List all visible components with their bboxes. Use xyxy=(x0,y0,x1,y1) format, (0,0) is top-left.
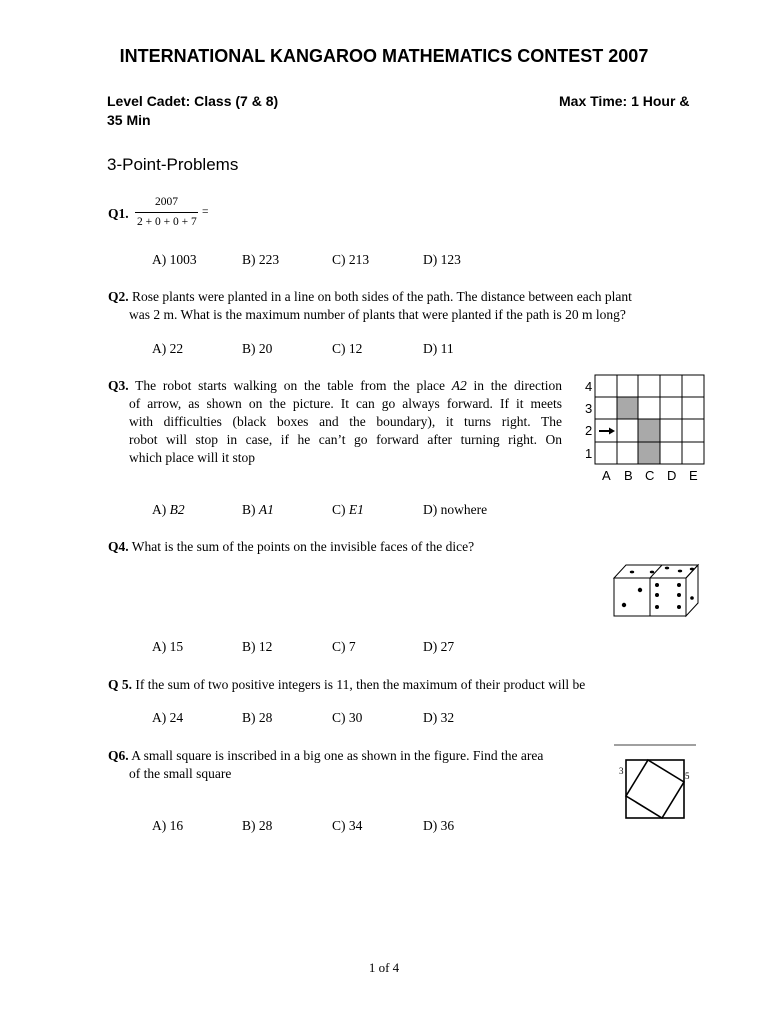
q2-answer-d: D) 11 xyxy=(423,341,454,356)
q3-line2: of arrow, as shown on the picture. It can go always forward. If it meets xyxy=(129,396,562,411)
q4-question: What is the sum of the points on the invisible faces of the dice? xyxy=(131,539,475,554)
q3-answer-a: A) B2 xyxy=(152,502,185,517)
q4-answer-b: B) 12 xyxy=(242,639,273,654)
equals-sign: = xyxy=(202,206,209,218)
q1-answer-d: D) 123 xyxy=(423,252,461,267)
q3-line3: with difficulties (black boxes and the boundary), it turns right. The xyxy=(129,414,562,429)
q2-text xyxy=(108,288,718,324)
q5-question: If the sum of two positive integers is 11, then the maximum of their product will be xyxy=(135,677,586,692)
row-label-3: 3 xyxy=(585,401,593,416)
q2-answer-a: A) 22 xyxy=(152,341,184,356)
row-label-4: 4 xyxy=(585,379,593,394)
q3-number: Q3. xyxy=(108,378,129,393)
q2-line1: Rose plants were planted in a line on both sides of the path. The distance between each plant xyxy=(132,289,632,304)
dice-pips xyxy=(622,567,694,609)
q1-numerator: 2007 xyxy=(155,196,178,208)
col-label-c: C xyxy=(645,468,655,483)
small-square xyxy=(626,760,684,818)
q2-answer-b: B) 20 xyxy=(242,341,273,356)
fraction-bar xyxy=(135,212,198,213)
q6-line1: A small square is inscribed in a big one as shown in the figure. Find the area xyxy=(131,748,544,763)
q3-text: Q3. The robot starts walking on the table from the place A2 in the direction of arrow, as shown on the picture. It can go always forward. If it meets with difficulties (black boxes and the boundary), it turns right. The robot will stop in case, if he can’t go forward after turning right. On which place will it stop xyxy=(108,378,562,465)
q6-line2: of the small square xyxy=(129,766,232,781)
row-label-1: 1 xyxy=(585,446,593,461)
q3-answer-d: D) nowhere xyxy=(423,502,488,517)
q3-answer-b: B) A1 xyxy=(242,502,274,517)
q2-line2: was 2 m. What is the maximum number of plants that were planted if the path is 20 m long? xyxy=(129,307,626,322)
q6-text xyxy=(108,747,598,783)
q1-denominator: 2 + 0 + 0 + 7 xyxy=(137,216,197,228)
q1-answer-b: B) 223 xyxy=(242,252,280,267)
page-number: 1 of 4 xyxy=(368,960,400,975)
shaded-cell-b3 xyxy=(617,397,638,419)
inscribed-square-figure xyxy=(612,740,698,822)
robot-grid-figure xyxy=(580,372,710,486)
q2-answer-c: C) 12 xyxy=(332,341,363,356)
q4-text xyxy=(108,538,474,556)
col-label-e: E xyxy=(689,468,698,483)
q5-answer-b: B) 28 xyxy=(242,710,273,725)
dice-side-face xyxy=(686,565,698,616)
row-label-2: 2 xyxy=(585,423,593,438)
q3-answer-c: C) E1 xyxy=(332,502,364,517)
q6-answer-c: C) 34 xyxy=(332,818,363,833)
col-label-a: A xyxy=(602,468,611,483)
q6-number: Q6. xyxy=(108,748,129,763)
q1-answer-c: C) 213 xyxy=(332,252,370,267)
q1-answer-a: A) 1003 xyxy=(152,252,197,267)
q6-answer-b: B) 28 xyxy=(242,818,273,833)
die-right-front xyxy=(650,578,686,616)
q5-answer-d: D) 32 xyxy=(423,710,455,725)
q1-number: Q1. xyxy=(108,206,129,221)
col-label-d: D xyxy=(667,468,677,483)
big-square xyxy=(626,760,684,818)
contest-title: INTERNATIONAL KANGAROO MATHEMATICS CONTEST 2007 xyxy=(119,46,649,66)
q6-answer-a: A) 16 xyxy=(152,818,184,833)
col-label-b: B xyxy=(624,468,633,483)
q4-number: Q4. xyxy=(108,539,129,554)
q5-number: Q 5. xyxy=(108,677,133,692)
level-label: Level Cadet: Class (7 & 8) xyxy=(107,93,279,109)
q3-line4: robot will stop in case, if he can’t go forward after turning right. On xyxy=(129,432,562,447)
q4-answer-a: A) 15 xyxy=(152,639,184,654)
arrow-icon xyxy=(599,428,615,435)
q4-answer-c: C) 7 xyxy=(332,639,356,654)
q2-number: Q2. xyxy=(108,289,129,304)
dice-figure xyxy=(612,563,702,619)
q3-line5: which place will it stop xyxy=(129,450,255,465)
q5-answer-c: C) 30 xyxy=(332,710,363,725)
q4-answer-d: D) 27 xyxy=(423,639,455,654)
die-left-front xyxy=(614,578,650,616)
side-label-5: 5 xyxy=(685,771,690,781)
max-time-label: Max Time: 1 Hour & xyxy=(559,93,690,109)
q6-answer-d: D) 36 xyxy=(423,818,455,833)
q5-answer-a: A) 24 xyxy=(152,710,184,725)
max-time-label-continued: 35 Min xyxy=(107,112,151,128)
side-label-3: 3 xyxy=(619,766,624,776)
q5-text xyxy=(108,676,585,694)
section-heading: 3-Point-Problems xyxy=(107,155,239,174)
